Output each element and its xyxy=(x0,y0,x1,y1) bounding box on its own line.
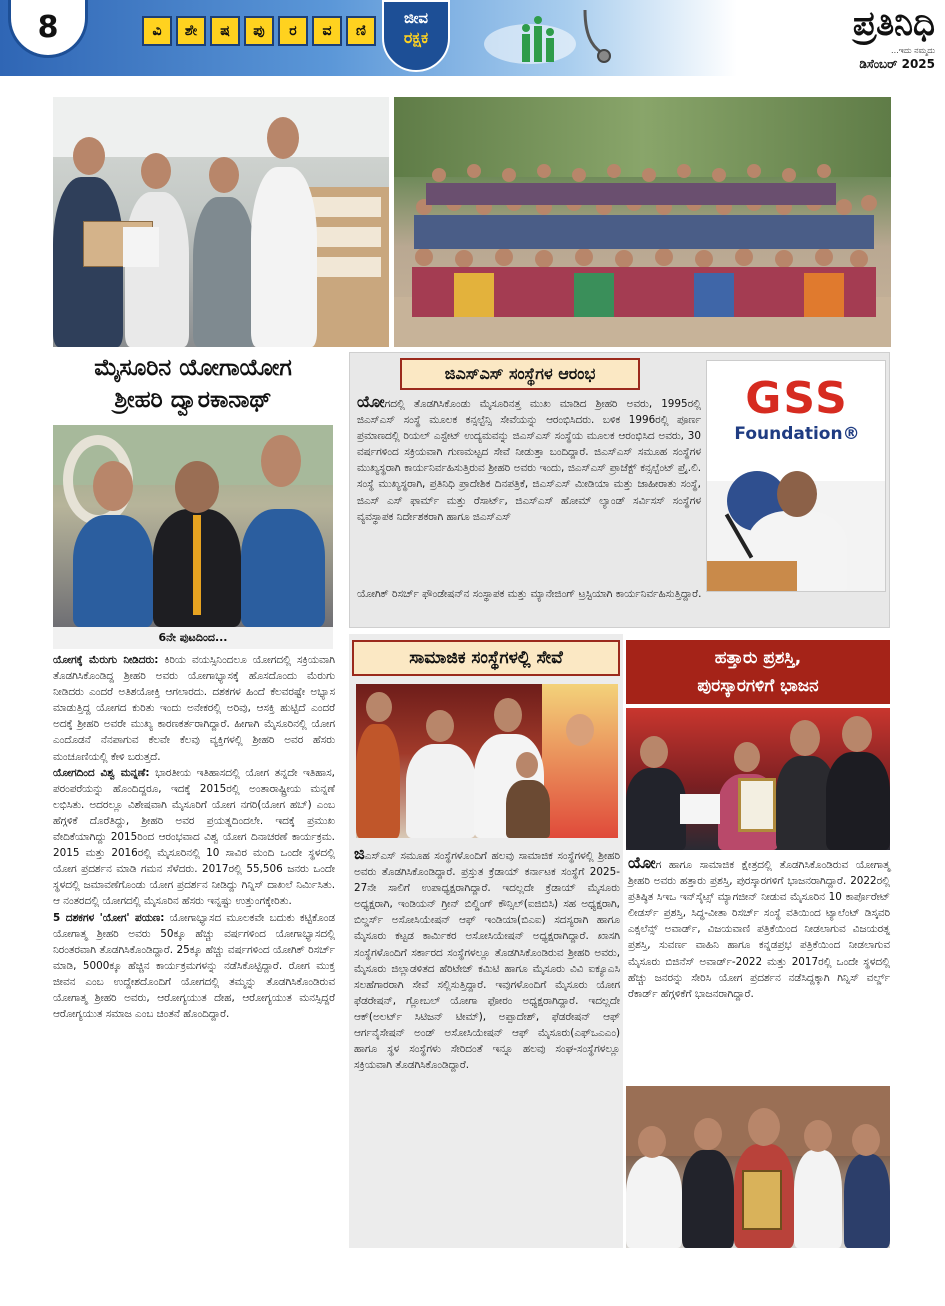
headline-line1: ಮೈಸೂರಿನ ಯೋಗಾಯೋಗ xyxy=(94,355,292,381)
awards-heading-line2: ಪುರಸ್ಕಾರಗಳಿಗೆ ಭಾಜನ xyxy=(697,676,819,696)
speaker-photo xyxy=(706,360,886,592)
social-section-heading: ಸಾಮಾಜಿಕ ಸಂಸ್ಥೆಗಳಲ್ಲಿ ಸೇವೆ xyxy=(352,640,620,676)
article-paragraph xyxy=(53,765,335,910)
gss-text: ಗದಲ್ಲಿ ತೊಡಗಿಸಿಕೊಂಡು ಮೈಸೂರಿನತ್ತ ಮುಖ ಮಾಡಿದ ಶ್ರೀಹರಿ ಅವರು, 1995ರಲ್ಲಿ ಜಿಎಸ್‌ಎಸ್ ಸಂಸ್ಥೆ ಮೂಲಕ ಕನ್ಸಲ್ಟೆನ್ಸಿ ಸೇವೆಯನ್ನು ಆರಂಭಿಸಿದರು. ಬಳಿಕ 1996ರಲ್ಲಿ ಪೂರ್ಣ ಪ್ರಮಾಣದಲ್ಲಿ ರಿಯಲ್ ಎಸ್ಟೇಟ್ ಉದ್ಯಮವನ್ನು ಜಿಎಸ್‌ಎಸ್ ಸಂಸ್ಥೆಯ ಮೂಲಕ ಆರಂಭಿಸಿದ ಅವರು, 30 ವರ್ಷಗಳಿಂದ ಸಕ್ರಿಯವಾಗಿ ಗುಣಮಟ್ಟದ ಸೇವೆ ನೀಡುತ್ತಾ ಬಂದಿದ್ದಾರೆ. ಜಿಎಸ್‌ಎಸ್ ಸಮೂಹ ಸಂಸ್ಥೆಗಳ ಮುಖ್ಯಸ್ಥರಾಗಿ ಕಾರ್ಯನಿರ್ವಹಿಸುತ್ತಿರುವ ಶ್ರೀಹರಿ ಅವರು ಇಂದು, ಜಿಎಸ್‌ಎಸ್ ಪ್ರಾಜೆಕ್ಟ್ ಕನ್ಸಲ್ಟೆಂಟ್ ಪ್ರೈ.ಲಿ. ಸಂಸ್ಥೆ ಮುಖ್ಯಸ್ಥರಾಗಿ, ಪ್ರತಿನಿಧಿ ಪ್ರಾದೇಶಿಕ ದಿನಪತ್ರಿಕೆ, ಜಿಎಸ್‌ಎಸ್ ಮೀಡಿಯಾ ಮತ್ತು ಜಾಹೀರಾತು ಸಂಸ್ಥೆ, ಜಿಎಸ್ ಎಸ್ ಫಾರ್ಮ್ ಮತ್ತು ರೆಸಾರ್ಟ್, ಜಿಎಸ್‌ಎಸ್ ಹೋಮ್ ಲ್ಯಾಂಡ್ ಸರ್ವಿಸಸ್ ಸಂಸ್ಥೆಗಳ ವ್ಯವಸ್ಥಾಪಕ ನಿರ್ದೇಶಕರಾಗಿ ಹಾಗೂ ಜಿಎಸ್‌ಎಸ್ xyxy=(357,398,701,523)
gss-foundation-sign xyxy=(707,361,886,481)
gss-section-heading: ಜಿಎಸ್‌ಎಸ್ ಸಂಸ್ಥೆಗಳ ಆರಂಭ xyxy=(400,358,640,390)
award-ceremony-photo-2 xyxy=(626,1086,890,1248)
paragraph-text: ಕಿರಿಯ ವಯಸ್ಸಿನಿಂದಲೂ ಯೋಗದಲ್ಲಿ ಸಕ್ರಿಯವಾಗಿ ತೊಡಗಿಸಿಕೊಂಡಿದ್ದ ಶ್ರೀಹರಿ ಅವರು ಯೋಗಾಭ್ಯಾಸಕ್ಕೆ ಹೊಸದೊಂದು ಮೆರುಗು ನೀಡಿದರು ಎಂದರೆ ಅತಿಶಯೋಕ್ತಿ ಆಗಲಾರದು. ದಶಕಗಳ ಹಿಂದೆ ಕೆಲವರಷ್ಟೇ ಅಭ್ಯಾಸ ಮಾಡುತ್ತಿದ್ದ ಯೋಗದ ಕುರಿತು ಇಂದು ಅನೇಕರಲ್ಲಿ ಅರಿವು, ಆಸಕ್ತಿ ಹುಟ್ಟಿದೆ ಎಂದರೆ ಅದಕ್ಕೆ ಶ್ರೀಹರಿ ಅವರೇ ಮುಖ್ಯ ಕಾರಣಕರ್ತರಾಗಿದ್ದಾರೆ. ಹೀಗಾಗಿ ಮೈಸೂರಿನಲ್ಲಿ ಯೋಗ ಎಂದೊಡನೆ ನೆನಪಾಗುವ ಕೆಲವೇ ಕೆಲವು ವ್ಯಕ್ತಿಗಳಲ್ಲಿ ಶ್ರೀಹರಿ ಅವರ ಹೆಸರು ಮಂಚೂಣಿಯಲ್ಲಿ ಕೇಳಿ ಬರುತ್ತದೆ. xyxy=(53,654,335,763)
health-illustration-icon xyxy=(470,4,630,70)
awards-text: ಗ ಹಾಗೂ ಸಾಮಾಜಿಕ ಕ್ಷೇತ್ರದಲ್ಲಿ ತೊಡಗಿಸಿಕೊಂಡಿರುವ ಯೋಗಾತ್ಮ ಶ್ರೀಹರಿ ಅವರು ಹತ್ತಾರು ಪ್ರಶಸ್ತಿ, ಪುರಸ್ಕಾರಗಳಿಗೆ ಭಾಜನರಾಗಿದ್ದಾರೆ. 2022ರಲ್ಲಿ ಪ್ರತಿಷ್ಠಿತ ಸಿಇಒ ಇನ್‌ಸೈಟ್ಸ್ ಮ್ಯಾಗಜೀನ್ ನೀಡುವ ಮೈಸೂರಿನ 10 ಕಾರ್ಪೊರೇಟ್ ಲೀಡರ್ಸ್ ಪ್ರಶಸ್ತಿ, ಸಿದ್ಧ-ವೀತಾ ರಿಸರ್ಚ್ ಸಂಸ್ಥೆ ವತಿಯಿಂದ ಟ್ಯಾಲೆಂಟ್ ಡಿಸ್ಕವರಿ ಎಕ್ಸಲೆನ್ಸ್ ಅವಾರ್ಡ್, ವಿಜಯವಾಣಿ ಪತ್ರಿಕೆಯಿಂದ ನೀಡಲಾಗುವ ವಿಜಯರತ್ನ ಪ್ರಶಸ್ತಿ, ಸುವರ್ಣ ವಾಹಿನಿ ಹಾಗೂ ಕನ್ನಡಪ್ರಭ ಪತ್ರಿಕೆಯಿಂದ ನೀಡಲಾಗುವ ಮೈಸೂರು ಬಿಜಿನೆಸ್ ಅವಾರ್ಡ್-2022 ಮತ್ತು 2017ರಲ್ಲಿ ಒಂದೇ ಸ್ಥಳದಲ್ಲಿ ಹೆಚ್ಚು ಜನರನ್ನು ಸೇರಿಸಿ ಯೋಗ ಪ್ರದರ್ಶನ ನಡೆಸಿದ್ದಕ್ಕಾಗಿ ಗಿನ್ನಿಸ್ ವರ್ಲ್ಡ್ ರೆಕಾರ್ಡ್ ಹೆಗ್ಗಳಿಕೆಗೆ ಭಾಜನರಾಗಿದ್ದಾರೆ. xyxy=(628,859,890,1000)
tag-letter: ಣಿ xyxy=(346,16,376,46)
awards-section-heading xyxy=(626,640,890,704)
donation-photo xyxy=(53,97,389,347)
tag-letter: ವಿ xyxy=(142,16,172,46)
paragraph-text: ಯೋಗಾಭ್ಯಾಸದ ಮೂಲಕವೇ ಬದುಕು ಕಟ್ಟಿಕೊಂಡ ಯೋಗಾತ್ಮ ಶ್ರೀಹರಿ ಅವರು 50ಕ್ಕೂ ಹೆಚ್ಚು ವರ್ಷಗಳಿಂದ ಯೋಗಾಭ್ಯಾಸದಲ್ಲಿ ನಿರಂತರವಾಗಿ ತೊಡಗಿಸಿಕೊಂಡಿದ್ದಾರೆ. 25ಕ್ಕೂ ಹೆಚ್ಚು ವರ್ಷಗಳಿಂದ ಯೋಗಿಕ್ ರಿಸರ್ಚ್ ಮಾಡಿ, 5000ಕ್ಕೂ ಹೆಚ್ಚಿನ ಕಾರ್ಯಕ್ರಮಗಳನ್ನು ನಡೆಸಿಕೊಟ್ಟಿದ್ದಾರೆ. ರೋಗ ಮುಕ್ತ ಜೀವನ ಎಂಬ ಉದ್ದೇಶದೊಂದಿಗೆ ಯೋಗದಲ್ಲಿ ತಮ್ಮನ್ನು ತೊಡಗಿಸಿಕೊಂಡಿರುವ ಯೋಗಾತ್ಮ ಶ್ರೀಹರಿ ಅವರು, ಆರೋಗ್ಯಯುತ ದೇಹ, ಆರೋಗ್ಯಯುತ ಮನಸ್ಸಿದ್ದರೆ ಆರೋಗ್ಯಯುತ ಸಮಾಜ ಎಂಬ ಚಿಂತನೆ ಹೊಂದಿದ್ದಾರೆ. xyxy=(53,911,335,1021)
social-event-photo xyxy=(356,684,618,838)
gss-logo-text: GSS xyxy=(745,373,849,424)
special-supplement-tag xyxy=(142,16,376,46)
tag-letter: ರ xyxy=(278,16,308,46)
article-paragraph xyxy=(53,910,335,1023)
paragraph-lead: ಯೋಗದಿಂದ ವಿಶ್ವ ಮನ್ನಣೆ: xyxy=(53,766,150,779)
mysore-article-body xyxy=(53,652,335,1022)
awards-section-body xyxy=(628,855,890,1002)
mysore-article-headline xyxy=(53,352,333,416)
awards-heading-line1: ಹತ್ತಾರು ಪ್ರಶಸ್ತಿ, xyxy=(714,648,802,668)
tag-letter: ಶೇ xyxy=(176,16,206,46)
dropcap: ಯೋ xyxy=(628,853,656,872)
page-header xyxy=(0,0,945,76)
dropcap: ಯೋ xyxy=(357,392,385,411)
award-ceremony-photo-1 xyxy=(626,708,890,850)
issue-date: ಡಿಸೆಂಬರ್ 2025 xyxy=(859,57,935,71)
dropcap: ಜಿ xyxy=(354,844,365,863)
logo-line1: ಜೀವ xyxy=(403,9,429,27)
gss-section-body xyxy=(357,394,701,525)
jeeva-rakshaka-logo xyxy=(382,0,450,72)
masthead-tagline: ...ಇದು ನಮ್ಮದು xyxy=(891,46,935,55)
masthead xyxy=(785,2,935,74)
crowd-illustration-icon xyxy=(394,97,891,347)
gss-logo-subtext: Foundation® xyxy=(734,424,860,444)
paragraph-lead: 5 ದಶಕಗಳ 'ಯೋಗ' ಪಯಣ: xyxy=(53,911,165,924)
tag-letter: ವ xyxy=(312,16,342,46)
tag-letter: ಷ xyxy=(210,16,240,46)
gss-foundation-logo xyxy=(717,375,877,445)
article-paragraph xyxy=(53,652,335,765)
page-number-badge xyxy=(8,0,88,58)
social-text: ಎಸ್‌ಎಸ್ ಸಮೂಹ ಸಂಸ್ಥೆಗಳೊಂದಿಗೆ ಹಲವು ಸಾಮಾಜಿಕ ಸಂಸ್ಥೆಗಳಲ್ಲಿ ಶ್ರೀಹರಿ ಅವರು ತೊಡಗಿಸಿಕೊಂಡಿದ್ದಾರೆ. ಪ್ರಸ್ತುತ ಕ್ರೆಡಾಯ್ ಕರ್ನಾಟಕ ಸಂಸ್ಥೆಗೆ 2025-27ನೇ ಸಾಲಿಗೆ ಉಪಾಧ್ಯಕ್ಷರಾಗಿದ್ದಾರೆ. ಇದಲ್ಲದೇ ಕ್ರೆಡಾಯ್ ಮೈಸೂರು ಅಧ್ಯಕ್ಷರಾಗಿ, ಇಂಡಿಯನ್ ಗ್ರೀನ್ ಬಿಲ್ಡಿಂಗ್ ಕೌನ್ಸಿಲ್(ಐಜಿಬಿಸಿ) ಸಹ ಅಧ್ಯಕ್ಷರಾಗಿ, ಬಿಲ್ಡರ್ಸ್ ಅಸೋಸಿಯೇಷನ್ ಆಫ್ ಇಂಡಿಯಾ(ಬಿಎಐ) ಸದಸ್ಯರಾಗಿ ಹಾಗೂ ಮೈಸೂರು ಕಟ್ಟಡ ಕಾರ್ಮಿಕರ ಅಸೋಸಿಯೇಷನ್ ಅಧ್ಯಕ್ಷರಾಗಿದ್ದಾರೆ. ಖಾಸಗಿ ಸಂಸ್ಥೆಗಳೊಂದಿಗೆ ಸರ್ಕಾರದ ಸಂಸ್ಥೆಗಳಲ್ಲೂ ತೊಡಗಿಸಿಕೊಂಡಿರುವ ಶ್ರೀಹರಿ ಅವರು, ಮೈಸೂರು ಜಿಲ್ಲಾಡಳಿತದ ಹೆರಿಟೇಜ್ ಕಮಿಟಿ ಹಾಗೂ ಮೈಸೂರು ವಿವಿ ಐಕ್ಯೂಎಸಿ ಸಲಹೆಗಾರರಾಗಿ ಸೇವೆ ಸಲ್ಲಿಸುತ್ತಿದ್ದಾರೆ. ಇವುಗಳೊಂದಿಗೆ ಮೈಸೂರು ಯೋಗ ಫೆಡರೇಷನ್, ಗ್ಲೋಬಲ್ ಯೋಗಾ ಫೋರಂ ಅಧ್ಯಕ್ಷರಾಗಿದ್ದಾರೆ. ಇದಲ್ಲದೇ ಆಕ್(ಅಲರ್ಟ್ ಸಿಟಿಜನ್ ಟೀಮ್), ಅಪ್ಪಾದೇಶ್, ಫೆಡರೇಷನ್ ಆಫ್ ಆರ್ಗನೈಸೇಷನ್ ಅಂಡ್ ಅಸೋಸಿಯೇಷನ್ ಆಫ್ ಮೈಸೂರು(ಎಫ್‌ಒಎಎಂ) ಹಾಗೂ ಸ್ಥಳ ಸಂಸ್ಥೆಗಳು ಸೇರಿದಂತೆ ಇನ್ನೂ ಹಲವು ಸಂಘ-ಸಂಸ್ಥೆಗಳಲ್ಲೂ ಸಕ್ರಿಯವಾಗಿ ತೊಡಗಿಸಿಕೊಂಡಿದ್ದಾರೆ. xyxy=(354,850,620,1072)
group-photo xyxy=(394,97,891,347)
paragraph-lead: ಯೋಗಕ್ಕೆ ಮೆರುಗು ನೀಡಿದರು: xyxy=(53,654,159,666)
paragraph-text: ಭಾರತೀಯ ಇತಿಹಾಸದಲ್ಲಿ ಯೋಗ ತನ್ನದೇ ಇತಿಹಾಸ, ಪರಂಪರೆಯನ್ನು ಹೊಂದಿದ್ದರೂ, ಇದಕ್ಕೆ 2015ರಲ್ಲಿ ಅಂತಾರಾಷ್ಟ್ರೀಯ ಮನ್ನಣೆ ಲಭಿಸಿತು. ಅದರಲ್ಲೂ ವಿಶೇಷವಾಗಿ ಮೈಸೂರಿಗೆ ಯೋಗ ನಗರಿ(ಯೋಗ ಹಬ್) ಎಂಬ ಹೆಗ್ಗಳಿಕೆ ದೊರೆತಿದ್ದು, ಶ್ರೀಹರಿ ಅವರ ಪ್ರಯತ್ನದಿಂದಲೇ. ಇದಕ್ಕೆ ಪ್ರಮುಖ ವೇದಿಕೆಯಾಗಿದ್ದು 2015ರಿಂದ ಆರಂಭವಾದ ವಿಶ್ವ ಯೋಗ ದಿನಾಚರಣೆ ಕಾರ್ಯಕ್ರಮ. 2015 ಮತ್ತು 2016ರಲ್ಲಿ ಮೈಸೂರಿನಲ್ಲಿ 10 ಸಾವಿರ ಮಂದಿ ಒಂದೇ ಸ್ಥಳದಲ್ಲಿ ಯೋಗ ಪ್ರದರ್ಶನ ಮಾಡಿ ಗಮನ ಸೆಳೆದರು. 2017ರಲ್ಲಿ 55,506 ಜನರು ಒಂದೇ ಸ್ಥಳದಲ್ಲಿ ಜಮಾವಣೆಗೊಂಡು ಯೋಗ ಪ್ರದರ್ಶನ ನೀಡಿದ್ದು ಗಿನ್ನಿಸ್ ದಾಖಲೆ ನಿರ್ಮಿಸಿತು. ಆ ನಂತರದಲ್ಲಿ ಯೋಗದಲ್ಲಿ ಮೈಸೂರಿನ ಹೆಸರು ಇನ್ನಷ್ಟು ಉತ್ತುಂಗಕ್ಕೇರಿತು. xyxy=(53,766,335,908)
portrait-photo xyxy=(53,425,333,627)
logo-line2: ರಕ್ಷಕ xyxy=(403,28,429,47)
social-section-body xyxy=(354,846,620,1073)
tag-letter: ಪು xyxy=(244,16,274,46)
gss-section-body-end: ಯೋಗಿಕ್ ರಿಸರ್ಚ್ ಫೌಂಡೇಷನ್‌ನ ಸಂಸ್ಥಾಪಕ ಮತ್ತು ಮ್ಯಾನೇಜಿಂಗ್ ಟ್ರಸ್ಟಿಯಾಗಿ ಕಾರ್ಯನಿರ್ವಹಿಸುತ್ತಿದ್ದಾರೆ. xyxy=(357,588,702,600)
headline-line2: ಶ್ರೀಹರಿ ದ್ವಾರಕಾನಾಥ್ xyxy=(114,387,272,413)
page-number: 8 xyxy=(37,10,59,45)
continued-from-label: 6ನೇ ಪುಟದಿಂದ... xyxy=(53,627,333,649)
masthead-title: ಪ್ರತಿನಿಧಿ xyxy=(852,4,935,44)
